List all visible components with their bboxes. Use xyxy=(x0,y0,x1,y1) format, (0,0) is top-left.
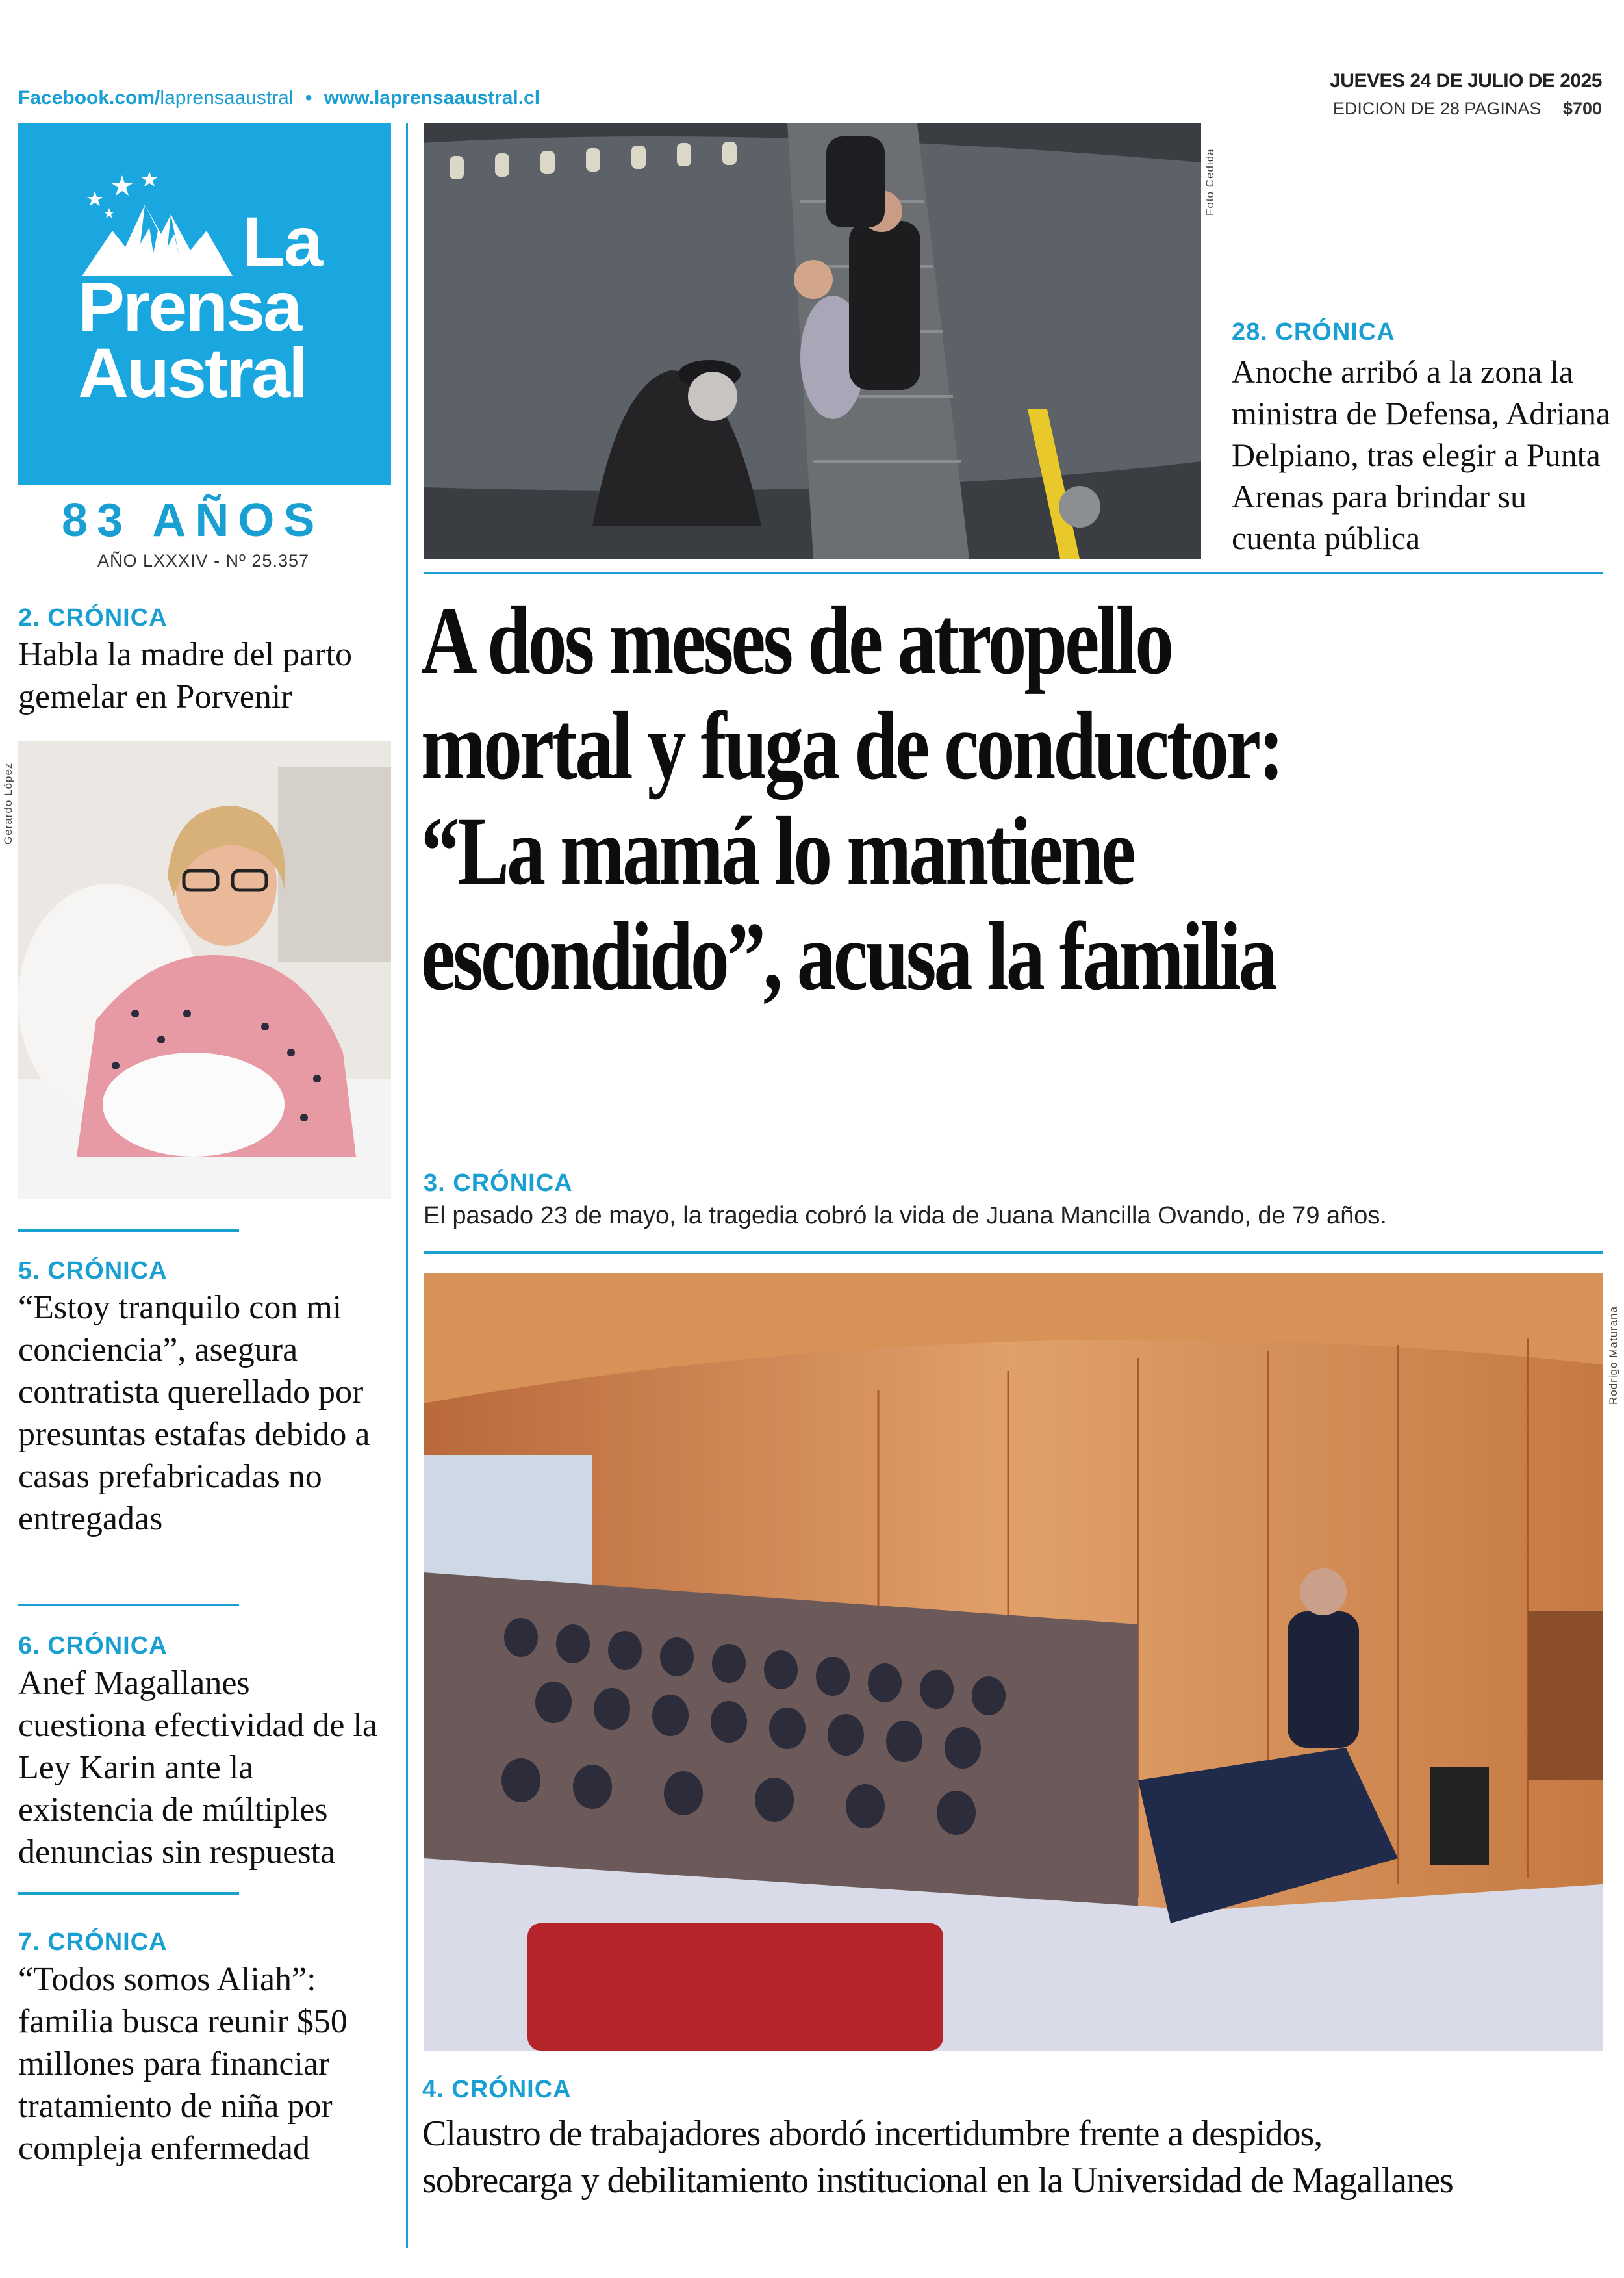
page-count: EDICION DE 28 PAGINAS xyxy=(1332,99,1542,118)
issue-date: JUEVES 24 DE JULIO DE 2025 xyxy=(1330,70,1602,92)
logo-word-la: La xyxy=(242,202,322,281)
sidebar-1-kicker: 2. CRÓNICA xyxy=(18,604,168,632)
facebook-link[interactable]: Facebook.com/laprensaaustral xyxy=(18,87,294,109)
masthead-logo[interactable] xyxy=(18,123,391,485)
minister-arrival-photo[interactable] xyxy=(424,123,1201,559)
sidebar-2-kicker: 5. CRÓNICA xyxy=(18,1257,168,1285)
mother-illustration xyxy=(18,741,391,1199)
top-rule xyxy=(424,572,1603,574)
top-story-kicker: 28. CRÓNICA xyxy=(1232,318,1395,346)
sidebar-2-headline[interactable]: “Estoy tranquilo con mi conciencia”, asegura contratista querellado por presuntas estafas debido a casas prefabricadas no entregadas xyxy=(18,1289,370,1537)
website-link[interactable]: www.laprensaaustral.cl xyxy=(324,87,540,109)
bottom-headline-line-1: Claustro de trabajadores abordó incertidumbre frente a despidos, xyxy=(422,2114,1323,2154)
sidebar-1-headline[interactable]: Habla la madre del parto gemelar en Porvenir xyxy=(18,636,352,715)
column-divider xyxy=(406,123,408,2248)
sidebar-divider-3 xyxy=(18,1892,239,1895)
sidebar-divider-1 xyxy=(18,1229,239,1232)
headline-line-2: mortal y fuga de conductor: xyxy=(421,692,1282,800)
volume-number: AÑO LXXXIV - Nº 25.357 xyxy=(97,551,310,570)
social-links xyxy=(18,87,540,109)
university-assembly-photo[interactable] xyxy=(424,1273,1603,2051)
edition-info xyxy=(1333,99,1602,119)
main-story-kicker: 3. CRÓNICA xyxy=(424,1170,573,1197)
headline-line-3: “La mamá lo mantiene xyxy=(421,797,1134,905)
main-headline[interactable] xyxy=(421,588,1377,1009)
bottom-headline-line-2: sobrecarga y debilitamiento institucional en la Universidad de Magallanes xyxy=(422,2160,1453,2201)
sidebar-1-photo-credit: Gerardo López xyxy=(2,762,14,845)
main-story-summary: El pasado 23 de mayo, la tragedia cobró la vida de Juana Mancilla Ovando, de 79 años. xyxy=(424,1202,1387,1229)
anniversary-label: 83 AÑOS xyxy=(62,494,324,546)
top-photo-credit: Foto Cedida xyxy=(1204,148,1216,216)
sidebar-4-kicker: 7. CRÓNICA xyxy=(18,1928,168,1956)
middle-rule xyxy=(424,1251,1603,1254)
logo-word-prensa: Prensa xyxy=(78,267,301,346)
logo-word-austral: Austral xyxy=(78,333,307,412)
bottom-photo-credit: Rodrigo Maturana xyxy=(1607,1305,1619,1405)
separator-bullet: • xyxy=(305,87,312,109)
mother-photo[interactable] xyxy=(18,741,391,1199)
bottom-story-kicker: 4. CRÓNICA xyxy=(422,2076,572,2103)
auditorium-illustration xyxy=(424,1273,1603,2051)
aircraft-stairs-illustration xyxy=(424,123,1201,559)
sidebar-3-kicker: 6. CRÓNICA xyxy=(18,1632,168,1659)
mountain-stars-icon xyxy=(77,169,246,279)
top-story-headline[interactable]: Anoche arribó a la zona la ministra de Defensa, Adriana Delpiano, tras elegir a Punta Arenas para brindar su cuenta pública xyxy=(1232,353,1611,556)
bottom-story-headline[interactable] xyxy=(422,2110,1611,2204)
price: $700 xyxy=(1562,99,1602,118)
headline-line-4: escondido”, acusa la familia xyxy=(421,902,1275,1010)
sidebar-4-headline[interactable]: “Todos somos Aliah”: familia busca reunir $50 millones para financiar tratamiento de niña por compleja enfermedad xyxy=(18,1961,348,2167)
sidebar-divider-2 xyxy=(18,1604,239,1606)
sidebar-3-headline[interactable]: Anef Magallanes cuestiona efectividad de la Ley Karin ante la existencia de múltiples denuncias sin respuesta xyxy=(18,1665,377,1871)
headline-line-1: A dos meses de atropello xyxy=(421,587,1172,695)
